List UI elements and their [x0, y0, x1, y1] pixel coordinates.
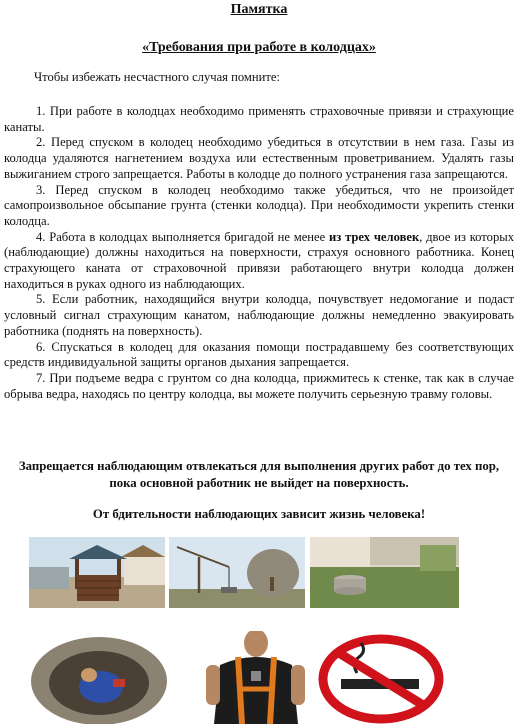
memo-intro: Чтобы избежать несчастного случая помните:	[34, 70, 280, 84]
requirement-item: 7. При подъеме ведра с грунтом со дна колодца, прижмитесь к стенке, так как в случае обрыва ведра, находясь по центру колодца, вы можете получить серьезную травму головы.	[4, 370, 514, 401]
requirement-item: 5. Если работник, находящийся внутри колодца, почувствует недомогание и подаст условный сигнал страхующим канатом, наблюдающие должны немедленно эвакуировать работника (поднять на поверхность).	[4, 292, 514, 338]
emphasis-text: из трех человек	[328, 229, 420, 244]
well-crane-photo	[169, 537, 305, 608]
observer-warning: Запрещается наблюдающим отвлекаться для выполнения других работ до тех пор, пока основной работник не выйдет на поверхность.	[18, 459, 500, 490]
requirement-item: 2. Перед спуском в колодец необходимо убедиться в отсутствии в нем газа. Газы из колодца удаляются нагнетением воздуха или естественным проветриванием. Удалять газы выжиганием строго запрещается. Работы в колодце до полного устранения газа запрещаются.	[4, 135, 514, 181]
memo-title: Памятка	[230, 2, 288, 17]
safety-harness-photo	[198, 631, 313, 724]
worker-in-well-photo	[29, 631, 169, 724]
no-smoking-sign	[317, 631, 445, 724]
concrete-well-photo	[310, 537, 459, 608]
requirements-list	[4, 104, 514, 402]
memo-motto: От бдительности наблюдающих зависит жизнь человека!	[92, 507, 426, 521]
memo-subtitle: «Требования при работе в колодцах»	[142, 40, 376, 55]
requirement-item: 4. Работа в колодцах выполняется бригадой не менее из трех человек, двое из которых (наблюдающие) должны находиться на поверхности, страхуя основного работника. Конец страхующего каната от страховочной привязи работающего внутри колодца должен находиться в руках одного из наблюдающих.	[4, 229, 515, 291]
well-house-photo	[29, 537, 165, 608]
requirement-item: 6. Спускаться в колодец для оказания помощи пострадавшему без соответствующих средств индивидуальной защиты органов дыхания запрещается.	[4, 339, 514, 370]
requirement-item: 1. При работе в колодцах необходимо применять страховочные привязи и страхующие канаты.	[4, 104, 514, 134]
requirement-item: 3. Перед спуском в колодец необходимо также убедиться, что не произойдет самопроизвольное обсыпание грунта (стенки колодца). При необходимости укрепить стенки колодца.	[4, 182, 514, 228]
